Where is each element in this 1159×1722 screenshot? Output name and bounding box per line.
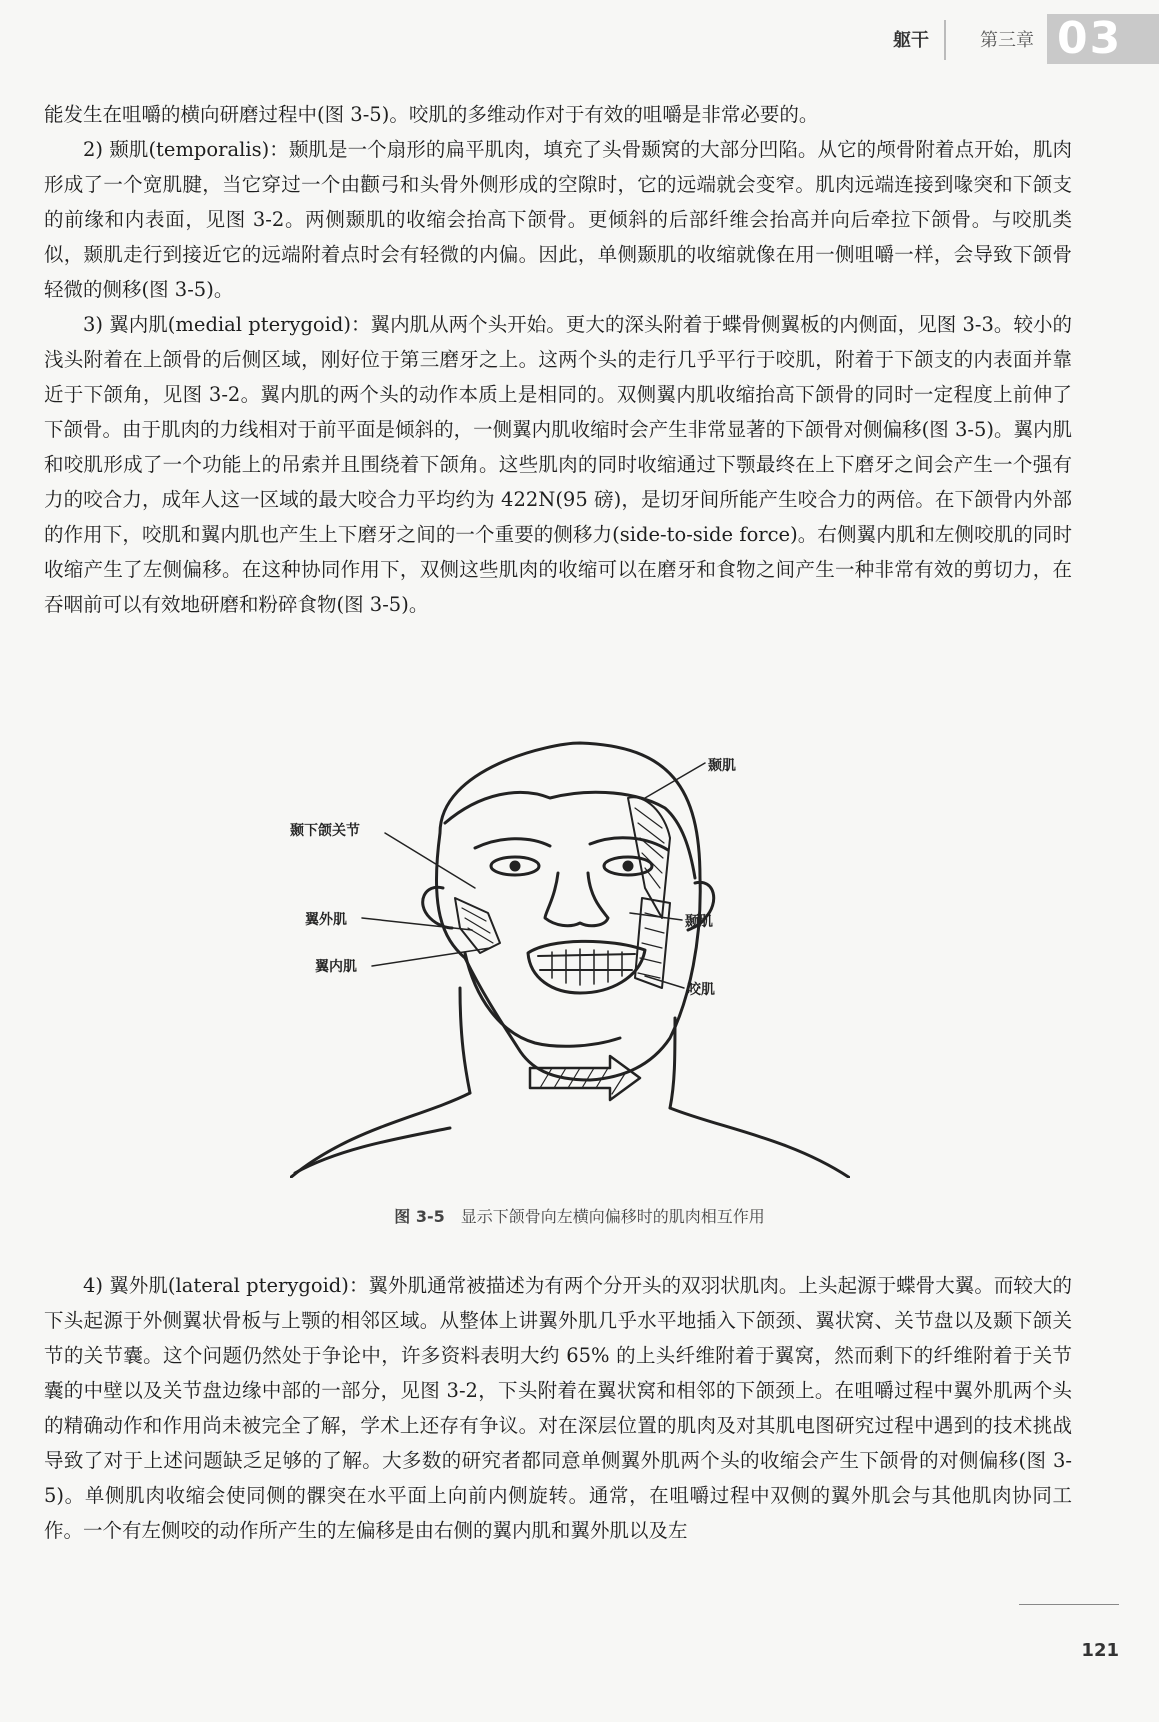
page-number: 121 <box>1081 1640 1119 1661</box>
header-divider <box>944 20 946 60</box>
hairline <box>445 792 695 878</box>
label-temporalis-right: 颞肌 <box>685 914 713 930</box>
label-masseter: 咬肌 <box>687 982 715 998</box>
chapter-number-tab: 03 <box>1047 14 1159 64</box>
label-medial-pterygoid: 翼内肌 <box>315 959 357 975</box>
running-header <box>829 13 1159 64</box>
body-text-bottom <box>44 1268 1072 1548</box>
mouth <box>528 941 645 993</box>
figure-caption <box>0 1204 1159 1227</box>
paragraph-continuation: 能发生在咀嚼的横向研磨过程中(图 3-5)。咬肌的多维动作对于有效的咀嚼是非常必要的。 <box>44 103 819 126</box>
masseter-muscle <box>635 898 670 988</box>
eyebrow-left <box>590 838 668 850</box>
jaw-muscle-illustration <box>290 738 850 1178</box>
figure-number: 图 3-5 <box>394 1207 445 1226</box>
body-text-top <box>44 97 1072 622</box>
nose <box>545 873 608 926</box>
label-temporalis-top: 颞肌 <box>708 758 736 774</box>
shoulder-outline <box>290 1093 850 1178</box>
figure-caption-text: 显示下颌骨向左横向偏移时的肌肉相互作用 <box>460 1207 765 1226</box>
paragraph-lateral-pterygoid: 4) 翼外肌(lateral pterygoid)：翼外肌通常被描述为有两个分开头的双羽状肌肉。上头起源于蝶骨大翼。而较大的下头起源于外侧翼状骨板与上颚的相邻区域。从整体上讲翼外肌几乎水平地插入下颌颈、翼状窝、关节盘以及颞下颌关节的关节囊。这个问题仍然处于争论中，许多资料表明大约 65% 的上头纤维附着于翼窝，然而剩下的纤维附着于关节囊的中壁以及关节盘边缘中部的一部分，见图 3-2，下头附着在翼状窝和相邻的下颌颈上。在咀嚼过程中翼外肌两个头的精确动作和作用尚未被完全了解，学术上还存有争议。对在深层位置的肌肉及对其肌电图研究过程中遇到的技术挑战导致了对于上述问题缺乏足够的了解。大多数的研究者都同意单侧翼外肌两个头的收缩会产生下颌骨的对侧偏移(图 3-5)。单侧肌肉收缩会使同侧的髁突在水平面上向前内侧旋转。通常，在咀嚼过程中双侧的翼外肌会与其他肌肉协同工作。一个有左侧咬的动作所产生的左偏移是由右侧的翼内肌和翼外肌以及左 <box>44 1274 1072 1542</box>
paragraph-temporalis: 2) 颞肌(temporalis)：颞肌是一个扇形的扁平肌肉，填充了头骨颞窝的大部分凹陷。从它的颅骨附着点开始，肌肉形成了一个宽肌腱，当它穿过一个由颧弓和头骨外侧形成的空隙时，它的远端就会变窄。肌肉远端连接到喙突和下颌支的前缘和内表面，见图 3-2。两侧颞肌的收缩会抬高下颌骨。更倾斜的后部纤维会抬高并向后牵拉下颌骨。与咬肌类似，颞肌走行到接近它的远端附着点时会有轻微的内偏。因此，单侧颞肌的收缩就像在用一侧咀嚼一样，会导致下颌骨轻微的侧移(图 3-5)。 <box>44 138 1072 301</box>
label-lateral-pterygoid: 翼外肌 <box>305 912 347 928</box>
eyebrow-right <box>475 839 550 848</box>
footer-rule <box>1019 1604 1119 1605</box>
part-title: 躯干 <box>893 30 929 51</box>
paragraph-medial-pterygoid: 3) 翼内肌(medial pterygoid)：翼内肌从两个头开始。更大的深头附着于蝶骨侧翼板的内侧面，见图 3-3。较小的浅头附着在上颌骨的后侧区域，刚好位于第三磨牙之上。这两个头的走行几乎平行于咬肌，附着于下颌支的内表面并靠近于下颌角，见图 3-2。翼内肌的两个头的动作本质上是相同的。双侧翼内肌收缩抬高下颌骨的同时一定程度上前伸了下颌骨。由于肌肉的力线相对于前平面是倾斜的，一侧翼内肌收缩时会产生非常显著的下颌骨对侧偏移(图 3-5)。翼内肌和咬肌形成了一个功能上的吊索并且围绕着下颌角。这些肌肉的同时收缩通过下颚最终在上下磨牙之间会产生一个强有力的咬合力，成年人这一区域的最大咬合力平均约为 422N(95 磅)，是切牙间所能产生咬合力的两倍。在下颌骨内外部的作用下，咬肌和翼内肌也产生上下磨牙之间的一个重要的侧移力(side-to-side force)。右侧翼内肌和左侧咬肌的同时收缩产生了左侧偏移。在这种协同作用下，双侧这些肌肉的收缩可以在磨牙和食物之间产生一种非常有效的剪切力，在吞咽前可以有效地研磨和粉碎食物(图 3-5)。 <box>44 313 1072 616</box>
label-tmj: 颞下颌关节 <box>290 823 360 839</box>
chapter-title: 第三章 <box>980 30 1034 51</box>
